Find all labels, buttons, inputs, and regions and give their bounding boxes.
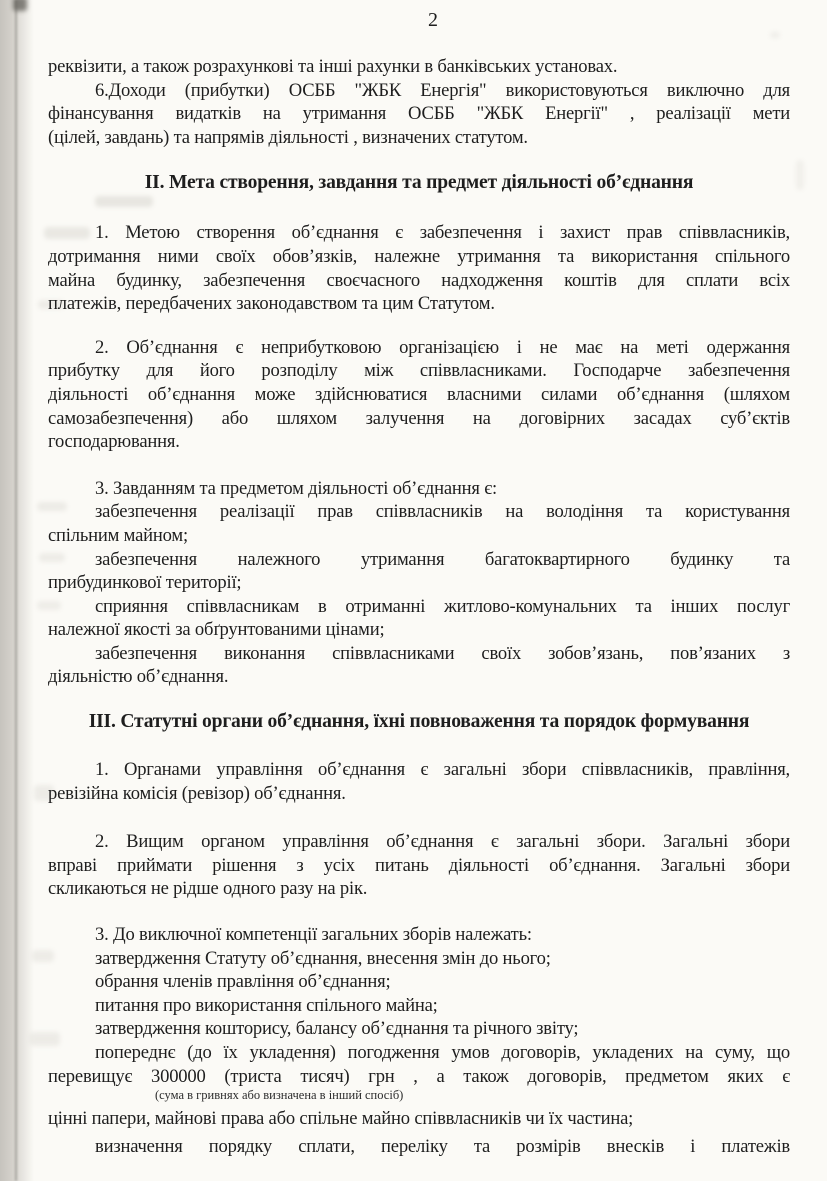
text-line: забезпечення належного утримання багатоквартирного будинку та: [95, 548, 790, 570]
text-line: сприяння співвласникам в отриманні житлово-комунальних та інших послуг: [95, 595, 790, 617]
paragraph-spacer: [48, 735, 790, 758]
text-line: скликаються не рідше одного разу на рік.: [48, 878, 368, 900]
text-line: самозабезпечення) або шляхом залучення на договірних засадах суб’єктів: [48, 407, 790, 429]
footnote-note: (сума в гривнях або визначена в інший спосіб): [155, 1088, 404, 1103]
text-line: ревізійна комісія (ревізор) об’єднання.: [48, 782, 346, 804]
text-line: належної якості за обґрунтованими цінами;: [48, 619, 385, 641]
text-line: (цілей, завдань) та напрямів діяльності , визначених статутом.: [48, 126, 528, 148]
text-line: фінансування видатків на утримання ОСББ "ЖБК Енергії" , реалізації мети: [48, 103, 790, 125]
text-line: дотримання ними своїх обов’язків, належне утримання та використання спільного: [48, 245, 790, 267]
text-line: затвердження Статуту об’єднання, внесення змін до нього;: [95, 947, 551, 969]
text-line: майна будинку, забезпечення своєчасного надходження коштів для сплати всіх: [48, 269, 790, 291]
paragraph-spacer: [48, 32, 790, 55]
text-line: прибутку для його розподілу між співвласниками. Господарче забезпечення: [48, 360, 790, 382]
text-line: забезпечення виконання співвласниками своїх зобов’язань, пов’язаних з: [95, 642, 790, 664]
text-line: вправі приймати рішення з усіх питань діяльності об’єднання. Загальні збори: [48, 854, 790, 876]
document-body: [48, 32, 790, 1158]
page-number: 2: [428, 9, 438, 31]
scan-edge-line: [15, 0, 17, 1181]
text-line: 2. Об’єднання є неприбутковою організацією і не має на меті одержання: [95, 336, 790, 358]
paragraph-spacer: [48, 149, 790, 170]
text-line: 6.Доходи (прибутки) ОСББ "ЖБК Енергія" використовуються виключно для: [95, 79, 790, 101]
text-line: платежів, передбачених законодавством та цим Статутом.: [48, 293, 495, 315]
text-line: прибудинкової території;: [48, 572, 242, 594]
paragraph-spacer: [48, 316, 790, 336]
paragraph-spacer: [48, 454, 790, 477]
text-line: перевищує 300000 (триста тисяч) грн , а також договорів, предметом яких є: [48, 1065, 790, 1087]
text-line: господарювання.: [48, 431, 180, 453]
text-line: 3. Завданням та предметом діяльності об’єднання є:: [95, 477, 497, 499]
text-line: цінні папери, майнові права або спільне майно співвласників чи їх частина;: [48, 1108, 634, 1130]
text-line: 2. Вищим органом управління об’єднання є загальні збори. Загальні збори: [95, 831, 790, 853]
text-line: попереднє (до їх укладення) погодження умов договорів, укладених на суму, що: [95, 1042, 790, 1063]
document-page: [48, 0, 790, 1158]
text-line: спільним майном;: [48, 524, 188, 546]
text-line: обрання членів правління об’єднання;: [95, 971, 391, 993]
text-line: 1. Органами управління об’єднання є загальні збори співвласників, правління,: [95, 759, 790, 781]
text-line: визначення порядку сплати, переліку та розмірів внесків і платежів: [95, 1135, 790, 1157]
scan-edge-shadow: [0, 0, 34, 1181]
paragraph-spacer: [48, 805, 790, 830]
paragraph-spacer: [48, 196, 790, 221]
section-heading: ІІІ. Статутні органи об’єднання, їхні повноваження та порядок формування: [88, 711, 750, 733]
text-line: діяльності об’єднання може здійснюватися власними силами об’єднання (шляхом: [48, 383, 790, 405]
paragraph-spacer: [48, 901, 790, 923]
section-heading: ІІ. Мета створення, завдання та предмет діяльності об’єднання: [144, 172, 694, 194]
text-line: реквізити, а також розрахункові та інші рахунки в банківських установах.: [48, 56, 618, 77]
text-line: діяльністю об’єднання.: [48, 666, 229, 688]
text-line: 3. До виключної компетенції загальних зборів належать:: [95, 924, 532, 946]
text-line: питання про використання спільного майна;: [95, 994, 438, 1016]
scan-corner-smudge: [13, 0, 27, 11]
text-line: 1. Метою створення об’єднання є забезпечення і захист прав співвласників,: [95, 222, 790, 244]
scan-speck: [796, 160, 804, 190]
text-line: забезпечення реалізації прав співвласників на володіння та користування: [95, 501, 790, 523]
paragraph-spacer: [48, 689, 790, 709]
text-line: затвердження кошторису, балансу об’єднання та річного звіту;: [95, 1018, 579, 1040]
